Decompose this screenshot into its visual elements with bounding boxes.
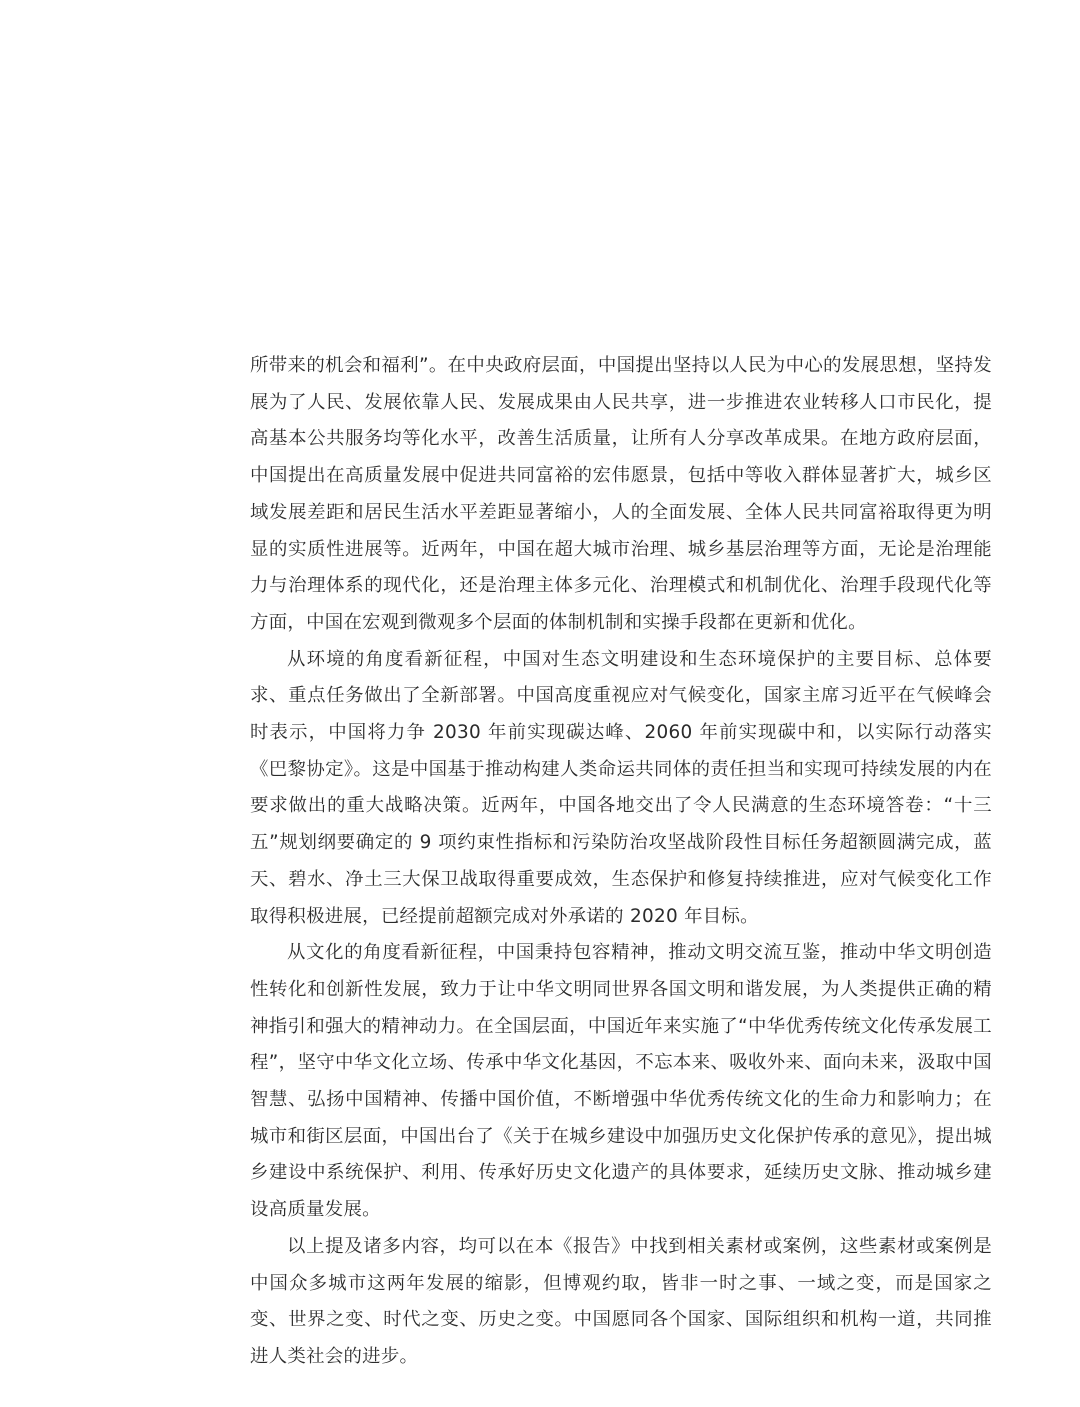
paragraph-conclusion: 以上提及诸多内容，均可以在本《报告》中找到相关素材或案例，这些素材或案例是中国众多城市这两年发展的缩影，但博观约取，皆非一时之事、一域之变，而是国家之变、世界之变、时代之变、历史之变。中国愿同各个国家、国际组织和机构一道，共同推进人类社会的进步。: [250, 1235, 992, 1367]
paragraph-culture: 从文化的角度看新征程，中国秉持包容精神，推动文明交流互鉴，推动中华文明创造性转化和创新性发展，致力于让中华文明同世界各国文明和谐发展，为人类提供正确的精神指引和强大的精神动力。在全国层面，中国近年来实施了“中华优秀传统文化传承发展工程”，坚守中华文化立场、传承中华文化基因，不忘本来、吸收外来、面向未来，汲取中国智慧、弘扬中国精神、传播中国价值，不断增强中华优秀传统文化的生命力和影响力；在城市和街区层面，中国出台了《关于在城乡建设中加强历史文化保护传承的意见》，提出城乡建设中系统保护、利用、传承好历史文化遗产的具体要求，延续历史文脉、推动城乡建设高质量发展。: [250, 942, 992, 1221]
body-text: [250, 348, 992, 1376]
paragraph-environment: 从环境的角度看新征程，中国对生态文明建设和生态环境保护的主要目标、总体要求、重点任务做出了全新部署。中国高度重视应对气候变化，国家主席习近平在气候峰会时表示，中国将力争 2030 年前实现碳达峰、2060 年前实现碳中和，以实际行动落实《巴黎协定》。这是中国基于推动构建人类命运共同体的责任担当和实现可持续发展的内在要求做出的重大战略决策。近两年，中国各地交出了令人民满意的生态环境答卷：“十三五”规划纲要确定的 9 项约束性指标和污染防治攻坚战阶段性目标任务超额圆满完成，蓝天、碧水、净土三大保卫战取得重要成效，生态保护和修复持续推进，应对气候变化工作取得积极进展，已经提前超额完成对外承诺的 2020 年目标。: [250, 648, 992, 927]
paragraph-governance: 所带来的机会和福利”。在中央政府层面，中国提出坚持以人民为中心的发展思想，坚持发展为了人民、发展依靠人民、发展成果由人民共享，进一步推进农业转移人口市民化，提高基本公共服务均等化水平，改善生活质量，让所有人分享改革成果。在地方政府层面，中国提出在高质量发展中促进共同富裕的宏伟愿景，包括中等收入群体显著扩大，城乡区域发展差距和居民生活水平差距显著缩小，人的全面发展、全体人民共同富裕取得更为明显的实质性进展等。近两年，中国在超大城市治理、城乡基层治理等方面，无论是治理能力与治理体系的现代化，还是治理主体多元化、治理模式和机制优化、治理手段现代化等方面，中国在宏观到微观多个层面的体制机制和实操手段都在更新和优化。: [250, 355, 992, 633]
